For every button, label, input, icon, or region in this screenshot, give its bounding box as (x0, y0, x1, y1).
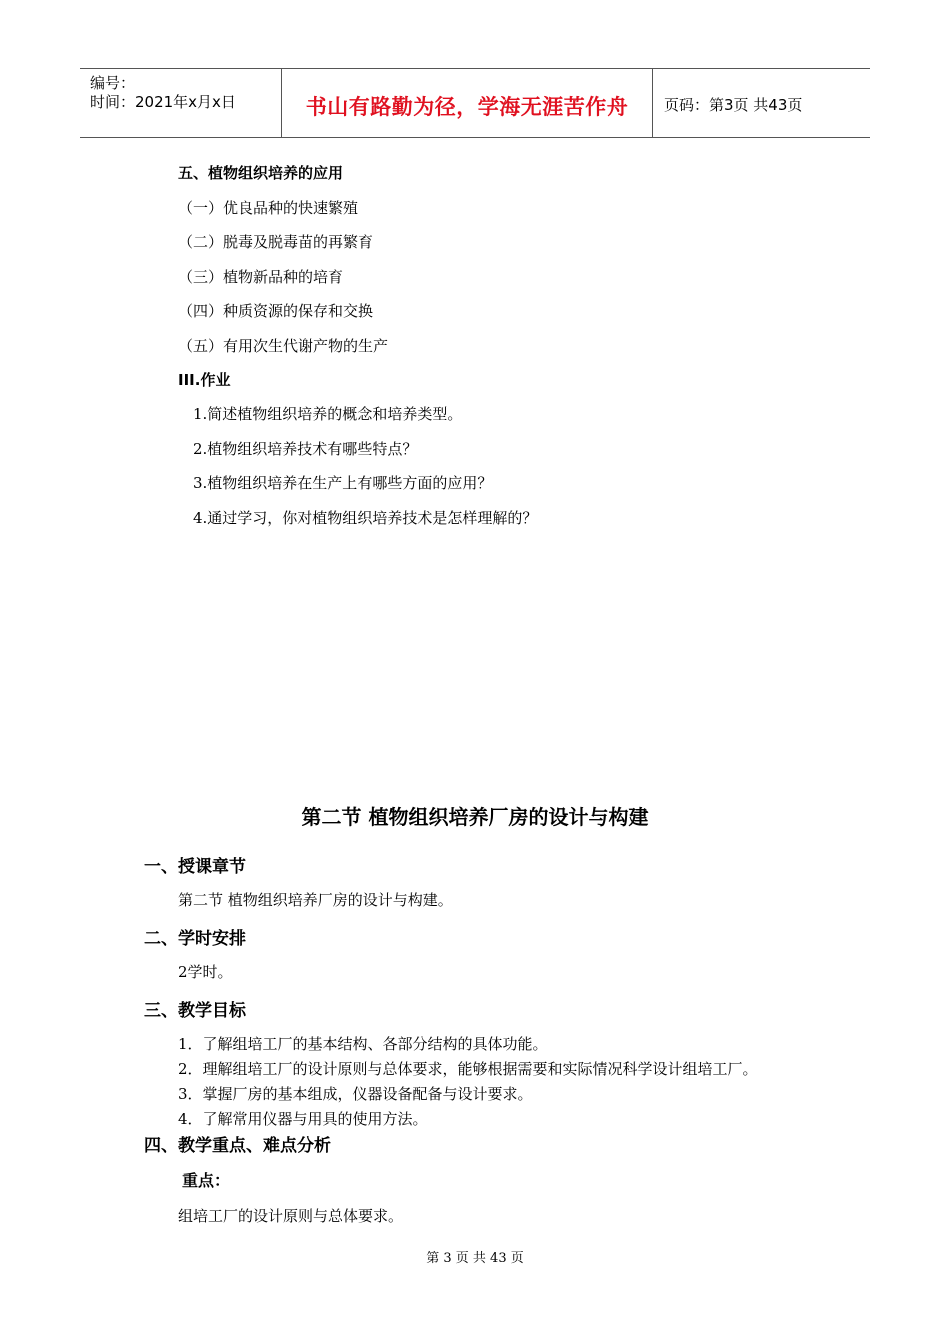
objective-item: 2．理解组培工厂的设计原则与总体要求，能够根据需要和实际情况科学设计组培工厂。 (178, 1060, 758, 1078)
objective-item: 3．掌握厂房的基本组成，仪器设备配备与设计要求。 (178, 1085, 533, 1103)
homework-item: 3.植物组织培养在生产上有哪些方面的应用？ (193, 474, 493, 492)
homework-heading: III.作业 (178, 371, 231, 389)
chapter-title: 第二节 植物组织培养厂房的设计与构建 (301, 805, 649, 829)
page-header (80, 68, 870, 138)
code-label: 编号： (90, 74, 136, 92)
header-page-info: 页码：第3页 共43页 (664, 96, 803, 114)
homework-item: 4.通过学习，你对植物组织培养技术是怎样理解的？ (193, 509, 538, 527)
header-motto-cell (282, 69, 653, 137)
header-page-cell (653, 69, 870, 137)
key-point-label: 重点： (182, 1171, 231, 1190)
header-motto: 书山有路勤为径，学海无涯苦作舟 (305, 95, 629, 119)
section-heading-4: 四、教学重点、难点分析 (144, 1136, 331, 1156)
objective-item: 1．了解组培工厂的基本结构、各部分结构的具体功能。 (178, 1035, 548, 1053)
time-label: 时间：2021年x月x日 (90, 93, 236, 111)
section-text-1: 第二节 植物组织培养厂房的设计与构建。 (178, 891, 453, 909)
section5-heading: 五、植物组织培养的应用 (178, 164, 344, 182)
objective-item: 4．了解常用仪器与用具的使用方法。 (178, 1110, 428, 1128)
homework-item: 2.植物组织培养技术有哪些特点？ (193, 440, 418, 458)
key-point-text: 组培工厂的设计原则与总体要求。 (178, 1207, 404, 1225)
section5-item: （四）种质资源的保存和交换 (178, 302, 374, 320)
section-heading-3: 三、教学目标 (144, 1001, 246, 1021)
section5-item: （三）植物新品种的培育 (178, 268, 344, 286)
page-footer: 第 3 页 共 43 页 (426, 1251, 524, 1266)
section-text-2: 2学时。 (178, 963, 233, 981)
section5-item: （二）脱毒及脱毒苗的再繁育 (178, 233, 374, 251)
section-heading-2: 二、学时安排 (144, 929, 246, 949)
section5-item: （五）有用次生代谢产物的生产 (178, 337, 389, 355)
homework-item: 1.简述植物组织培养的概念和培养类型。 (193, 405, 463, 423)
section5-item: （一）优良品种的快速繁殖 (178, 199, 359, 217)
section-heading-1: 一、授课章节 (144, 857, 246, 877)
header-info-cell (80, 69, 282, 137)
